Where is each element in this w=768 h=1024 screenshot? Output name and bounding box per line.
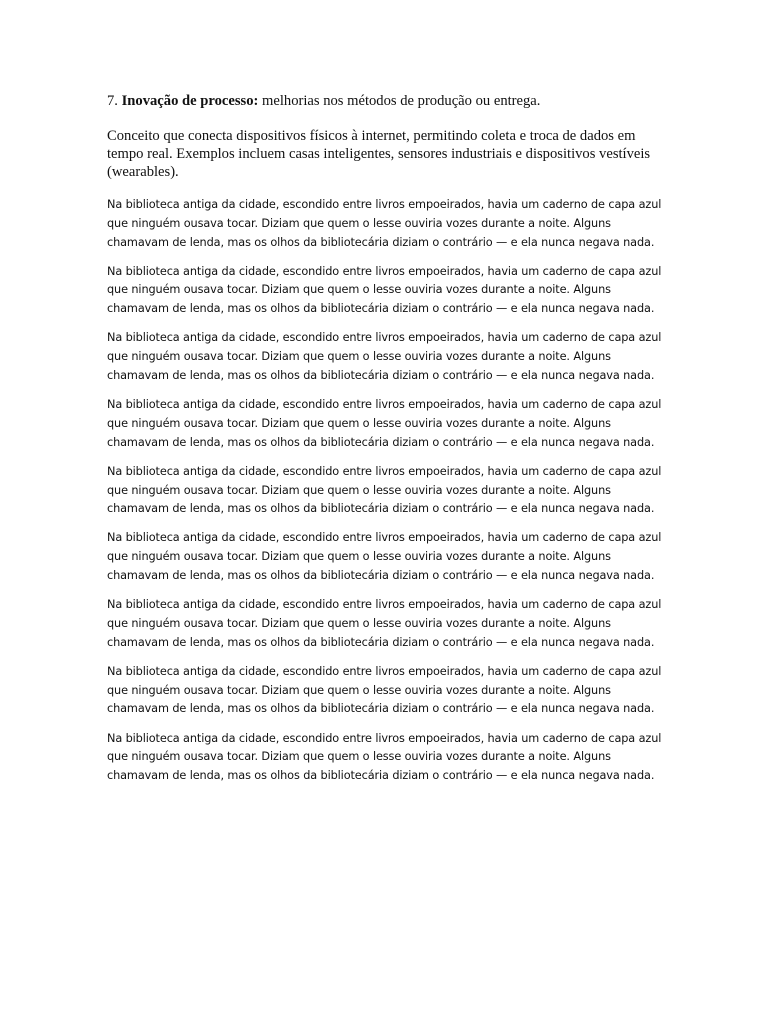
list-item-number: 7. [107, 93, 118, 109]
story-paragraph-3: Na biblioteca antiga da cidade, escondido entre livros empoeirados, havia um caderno de capa azul que ninguém ousava tocar. Diziam que quem o lesse ouviria vozes durante a noite. Alguns chamavam de lenda, mas os olhos da bibliotecária diziam o contrário — e ela nunca negava nada. [107, 331, 662, 382]
concept-paragraph: Conceito que conecta dispositivos físicos à internet, permitindo coleta e troca de dados em tempo real. Exemplos incluem casas inteligentes, sensores industriais e dispositivos vestíveis (wearables). [107, 128, 651, 180]
story-paragraph-4: Na biblioteca antiga da cidade, escondido entre livros empoeirados, havia um caderno de capa azul que ninguém ousava tocar. Diziam que quem o lesse ouviria vozes durante a noite. Alguns chamavam de lenda, mas os olhos da bibliotecária diziam o contrário — e ela nunca negava nada. [107, 398, 662, 449]
story-paragraph-7: Na biblioteca antiga da cidade, escondido entre livros empoeirados, havia um caderno de capa azul que ninguém ousava tocar. Diziam que quem o lesse ouviria vozes durante a noite. Alguns chamavam de lenda, mas os olhos da bibliotecária diziam o contrário — e ela nunca negava nada. [107, 598, 662, 649]
list-item-text: melhorias nos métodos de produção ou entrega. [258, 93, 541, 109]
story-paragraph-5: Na biblioteca antiga da cidade, escondido entre livros empoeirados, havia um caderno de capa azul que ninguém ousava tocar. Diziam que quem o lesse ouviria vozes durante a noite. Alguns chamavam de lenda, mas os olhos da bibliotecária diziam o contrário — e ela nunca negava nada. [107, 464, 662, 516]
list-item-process-innovation [107, 92, 667, 110]
story-paragraph-8: Na biblioteca antiga da cidade, escondido entre livros empoeirados, havia um caderno de capa azul que ninguém ousava tocar. Diziam que quem o lesse ouviria vozes durante a noite. Alguns chamavam de lenda, mas os olhos da bibliotecária diziam o contrário — e ela nunca negava nada. [107, 664, 662, 716]
story-paragraph-2: Na biblioteca antiga da cidade, escondido entre livros empoeirados, havia um caderno de capa azul que ninguém ousava tocar. Diziam que quem o lesse ouviria vozes durante a noite. Alguns chamavam de lenda, mas os olhos da bibliotecária diziam o contrário — e ela nunca negava nada. [107, 264, 662, 316]
story-paragraph-6: Na biblioteca antiga da cidade, escondido entre livros empoeirados, havia um caderno de capa azul que ninguém ousava tocar. Diziam que quem o lesse ouviria vozes durante a noite. Alguns chamavam de lenda, mas os olhos da bibliotecária diziam o contrário — e ela nunca negava nada. [107, 531, 662, 583]
document-body [107, 92, 667, 796]
story-paragraph-9: Na biblioteca antiga da cidade, escondido entre livros empoeirados, havia um caderno de capa azul que ninguém ousava tocar. Diziam que quem o lesse ouviria vozes durante a noite. Alguns chamavam de lenda, mas os olhos da bibliotecária diziam o contrário — e ela nunca negava nada. [107, 731, 662, 783]
story-paragraph-1: Na biblioteca antiga da cidade, escondido entre livros empoeirados, havia um caderno de capa azul que ninguém ousava tocar. Diziam que quem o lesse ouviria vozes durante a noite. Alguns chamavam de lenda, mas os olhos da bibliotecária diziam o contrário — e ela nunca negava nada. [107, 198, 662, 249]
list-item-bold-label: Inovação de processo: [121, 93, 259, 109]
